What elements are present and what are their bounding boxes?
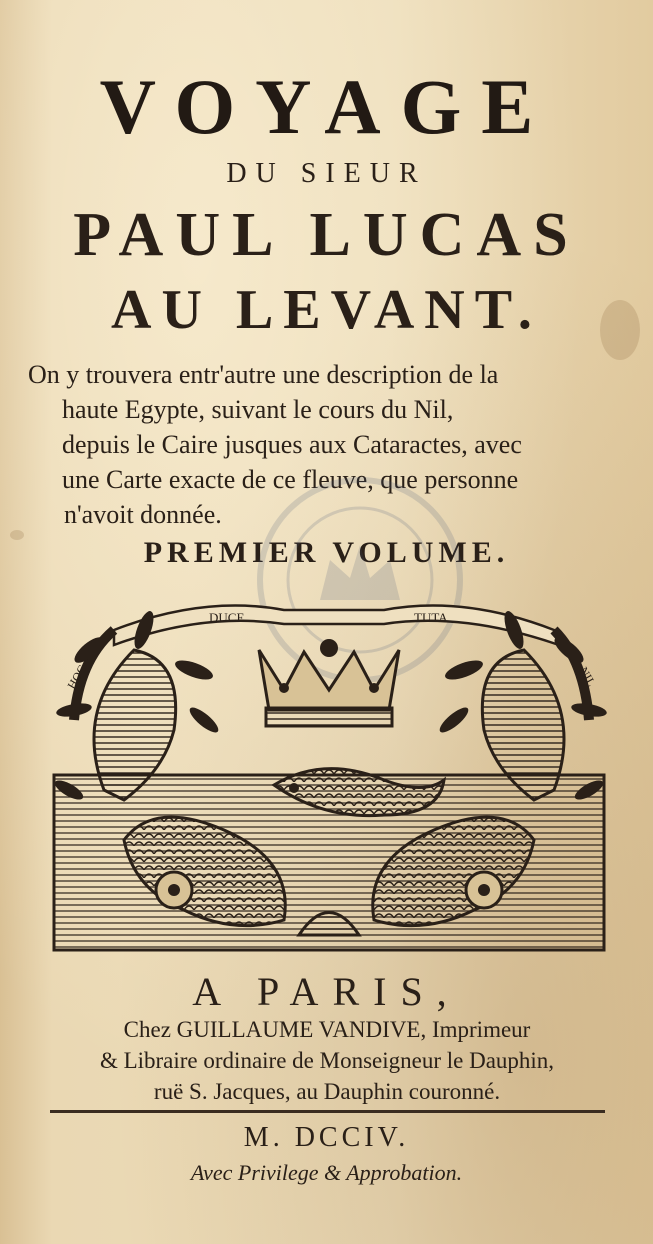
motto-right: TUTA (414, 610, 448, 625)
imprint-line: & Libraire ordinaire de Monseigneur le Dauphin, (99, 1048, 555, 1073)
horizontal-rule (50, 1110, 605, 1113)
description-line: une Carte exacte de ce fleuve, que personne (62, 465, 519, 494)
description-line: haute Egypte, suivant le cours du Nil, (62, 395, 454, 424)
description-line: n'avoit donnée. (64, 500, 222, 529)
imprint-city: A PARIS, (192, 969, 461, 1014)
volume-label: PREMIER VOLUME. (143, 536, 510, 569)
publication-date: M. DCCIV. (243, 1122, 410, 1153)
title-line-au-levant: AU LEVANT. (111, 279, 542, 341)
imprint-line: ruë S. Jacques, au Dauphin couronné. (153, 1079, 501, 1104)
title: VOYAGE (99, 63, 554, 150)
imprint (32, 1014, 622, 1107)
description-line: depuis le Caire jusques aux Cataractes, avec (62, 430, 522, 459)
imprint-line: Chez GUILLAUME VANDIVE, Imprimeur (123, 1017, 531, 1042)
title-line-du-sieur: DU SIEUR (226, 158, 427, 189)
author-name: PAUL LUCAS (73, 201, 580, 269)
motto-left: DUCE (209, 610, 245, 625)
motto-side-left: HOC (64, 662, 90, 692)
printers-device-vignette (44, 590, 614, 960)
motto-side-right: NIL (576, 664, 599, 689)
crown-icon (259, 639, 399, 726)
description-line: On y trouvera entr'autre une description de la (28, 360, 499, 389)
privilege-note: Avec Privilege & Approbation. (190, 1160, 463, 1185)
